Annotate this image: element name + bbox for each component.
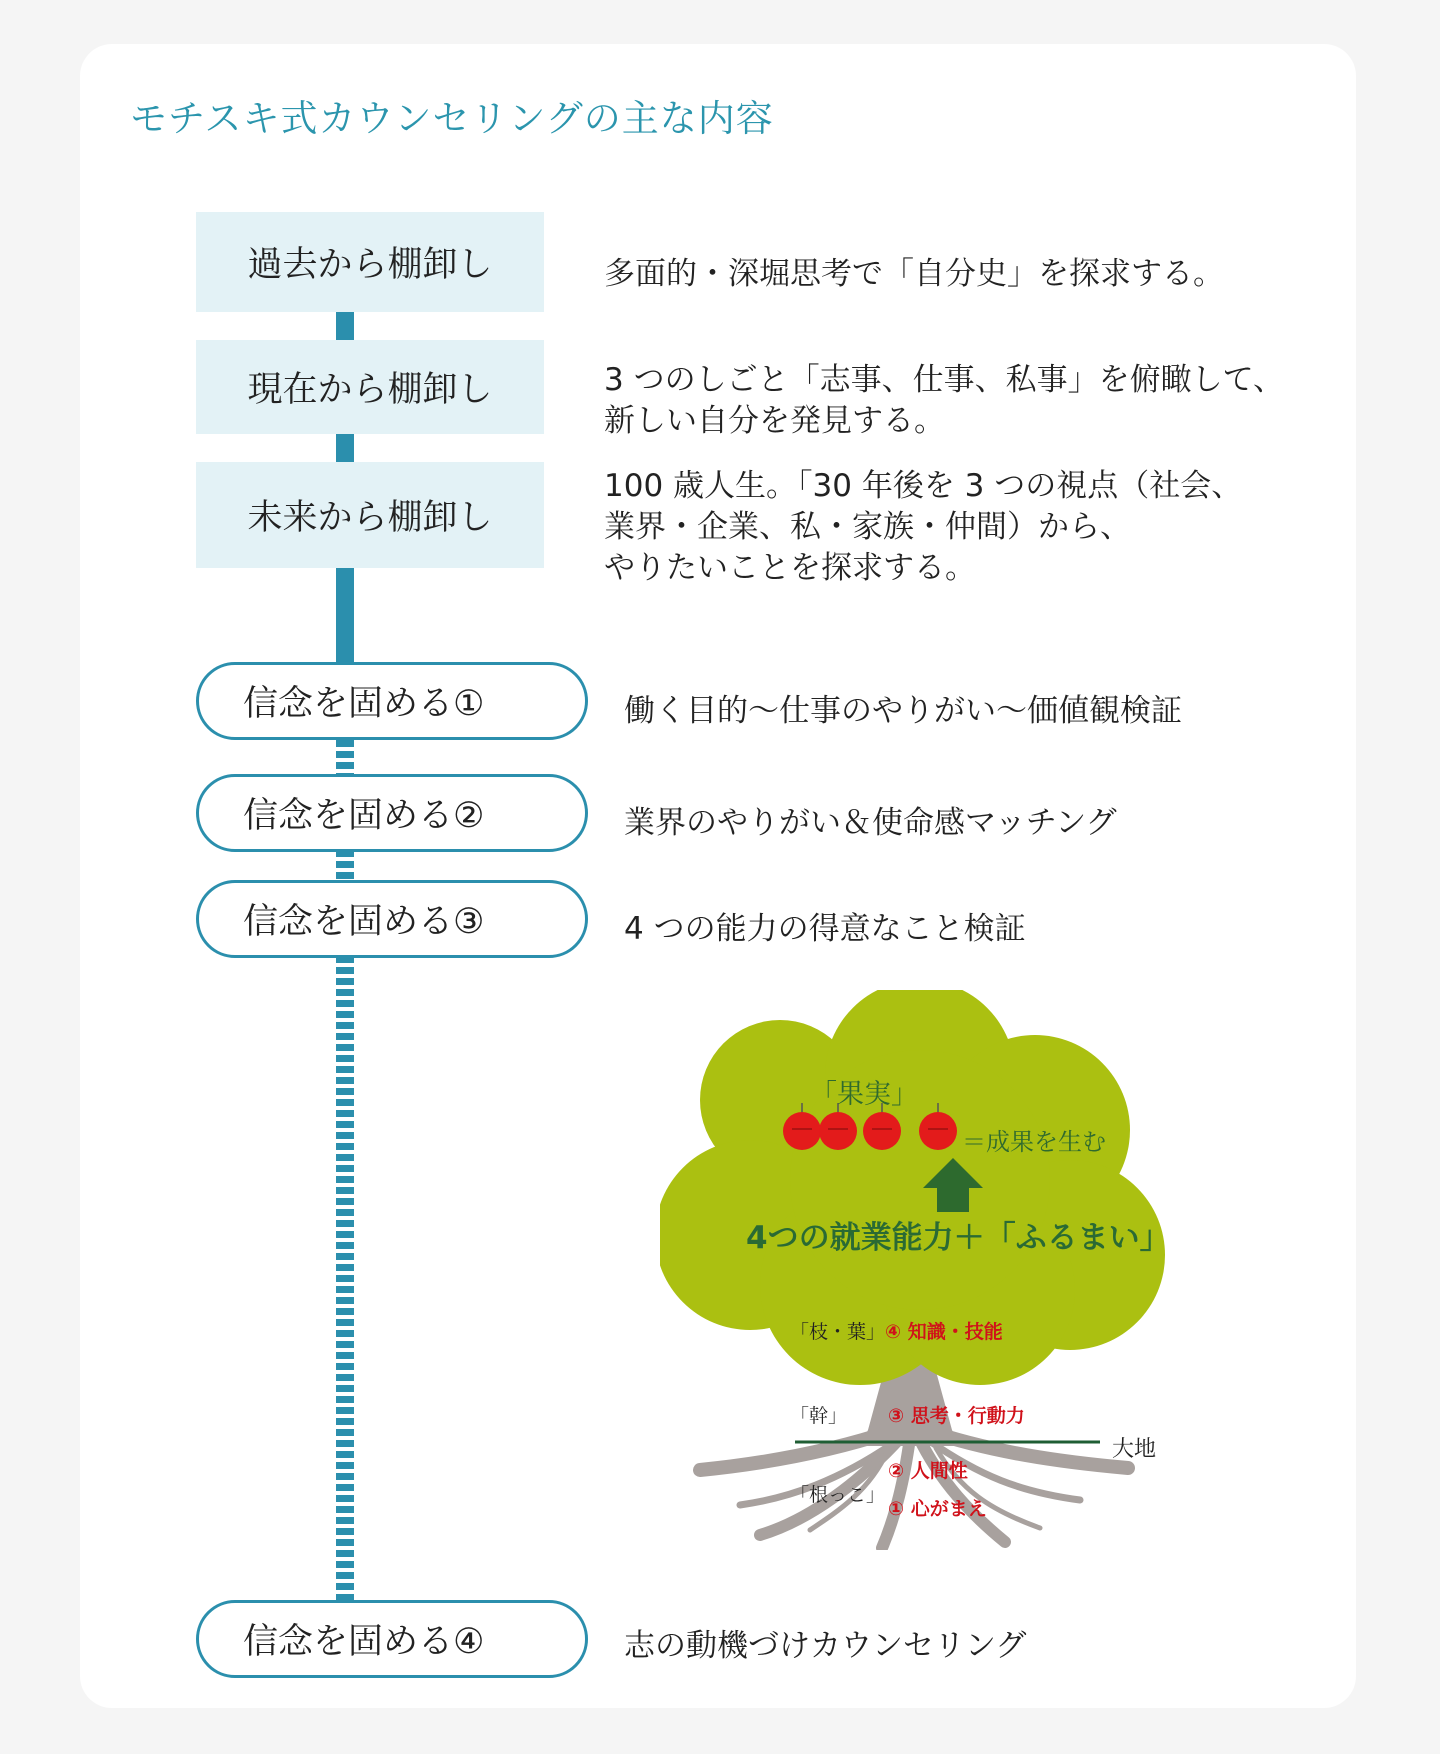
desc-line: 100 歳人生。「30 年後を 3 つの視点（社会、 xyxy=(604,468,1243,504)
desc-line: やりたいことを探求する。 xyxy=(604,550,976,586)
desc-line: 3 つのしごと「志事、仕事、私事」を俯瞰して、 xyxy=(604,362,1284,398)
connector-dashed-line xyxy=(336,850,354,880)
page-title: モチスキ式カウンセリングの主な内容 xyxy=(130,97,774,140)
fruit-label: 「果実」 xyxy=(810,1079,918,1110)
inventory-future-desc xyxy=(604,466,1242,589)
root-item-1: ① 心がまえ xyxy=(888,1498,987,1520)
ability-label: 4つの就業能力＋「ふるまい」 xyxy=(746,1220,1171,1256)
belief-1-desc: 働く目的～仕事のやりがい～価値観検証 xyxy=(624,693,1182,729)
fruit xyxy=(783,1112,821,1150)
fruit-result-label: ＝成果を生む xyxy=(962,1128,1106,1156)
desc-line: 多面的・深堀思考で「自分史」を探求する。 xyxy=(604,256,1224,292)
inventory-past-box: 過去から棚卸し xyxy=(196,212,544,312)
belief-3-desc: 4 つの能力の得意なこと検証 xyxy=(624,911,1026,947)
desc-line: 新しい自分を発見する。 xyxy=(604,403,945,439)
desc-line: 業界・企業、私・家族・仲間）から、 xyxy=(604,509,1131,545)
branch-label: 「枝・葉」 xyxy=(790,1321,886,1343)
branch-item: ④ 知識・技能 xyxy=(885,1321,1003,1343)
fruit xyxy=(863,1112,901,1150)
root-base xyxy=(860,1430,960,1446)
belief-3-pill: 信念を固める③ xyxy=(196,880,588,958)
belief-2-pill: 信念を固める② xyxy=(196,774,588,852)
ground-label: 大地 xyxy=(1112,1437,1157,1462)
inventory-present-box: 現在から棚卸し xyxy=(196,340,544,434)
connector-line xyxy=(336,432,354,464)
inventory-present-desc xyxy=(604,360,1284,442)
connector-line xyxy=(336,566,354,662)
root-label: 「根っこ」 xyxy=(790,1484,886,1506)
inventory-future-box: 未来から棚卸し xyxy=(196,462,544,568)
belief-2-desc: 業界のやりがい＆使命感マッチング xyxy=(624,805,1117,841)
connector-dashed-line xyxy=(336,740,354,776)
belief-1-pill: 信念を固める① xyxy=(196,662,588,740)
root-item-2: ② 人間性 xyxy=(888,1460,968,1482)
trunk-label: 「幹」 xyxy=(790,1405,848,1427)
inventory-past-desc xyxy=(604,254,1224,295)
belief-4-pill: 信念を固める④ xyxy=(196,1600,588,1678)
connector-dashed-line xyxy=(336,956,354,1602)
tree-roots xyxy=(700,1430,1128,1548)
trunk-item: ③ 思考・行動力 xyxy=(888,1405,1025,1427)
belief-4-desc: 志の動機づけカウンセリング xyxy=(624,1628,1027,1664)
connector-line xyxy=(336,312,354,342)
fruit xyxy=(819,1112,857,1150)
tree-illustration xyxy=(660,990,1180,1550)
fruit xyxy=(919,1112,957,1150)
